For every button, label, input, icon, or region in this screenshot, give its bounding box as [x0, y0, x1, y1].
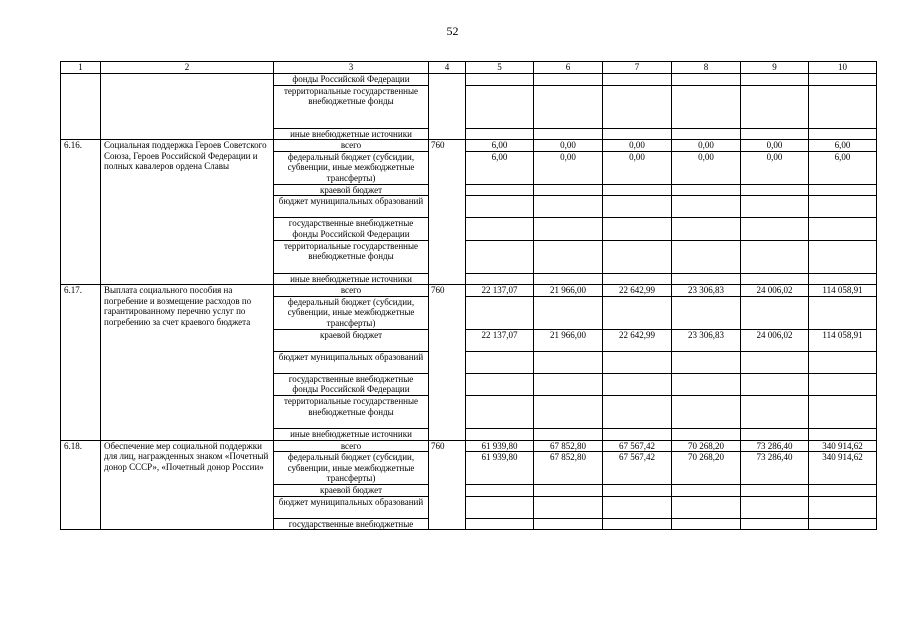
amount-cell: [672, 196, 741, 218]
funding-source: краевой бюджет: [274, 329, 429, 351]
amount-cell: [741, 351, 809, 373]
amount-cell: 21 966,00: [534, 329, 603, 351]
column-header: 6: [534, 62, 603, 74]
amount-cell: [741, 184, 809, 196]
amount-cell: [534, 518, 603, 530]
amount-cell: 6,00: [466, 140, 534, 152]
amount-cell: [672, 485, 741, 497]
amount-cell: [809, 428, 877, 440]
amount-cell: [672, 128, 741, 140]
amount-cell: [672, 395, 741, 428]
amount-cell: [741, 74, 809, 86]
amount-cell: [741, 85, 809, 128]
budget-code: 760: [429, 440, 466, 530]
amount-cell: [534, 395, 603, 428]
amount-cell: [809, 74, 877, 86]
amount-cell: [672, 351, 741, 373]
amount-cell: 67 567,42: [603, 452, 672, 485]
amount-cell: [466, 373, 534, 395]
funding-table: [60, 61, 877, 530]
table-body: [61, 62, 877, 530]
amount-cell: 0,00: [672, 140, 741, 152]
amount-cell: [603, 196, 672, 218]
amount-cell: [672, 518, 741, 530]
item-name: [101, 74, 274, 140]
amount-cell: [741, 485, 809, 497]
amount-cell: [603, 74, 672, 86]
amount-cell: [466, 240, 534, 273]
amount-cell: [466, 351, 534, 373]
column-header: 5: [466, 62, 534, 74]
amount-cell: [603, 296, 672, 329]
amount-cell: [603, 273, 672, 285]
amount-cell: [466, 485, 534, 497]
amount-cell: [466, 184, 534, 196]
amount-cell: [466, 128, 534, 140]
funding-source: бюджет муниципальных образований: [274, 351, 429, 373]
amount-cell: 73 286,40: [741, 440, 809, 452]
amount-cell: [672, 428, 741, 440]
column-header: 1: [61, 62, 101, 74]
amount-cell: [466, 395, 534, 428]
amount-cell: [603, 218, 672, 240]
amount-cell: 24 006,02: [741, 285, 809, 297]
funding-source: государственные внебюджетные: [274, 518, 429, 530]
amount-cell: 22 137,07: [466, 329, 534, 351]
amount-cell: [534, 184, 603, 196]
budget-code: [429, 74, 466, 140]
funding-source: территориальные государственные внебюджетные фонды: [274, 85, 429, 128]
amount-cell: [603, 128, 672, 140]
amount-cell: 21 966,00: [534, 285, 603, 297]
amount-cell: [809, 395, 877, 428]
amount-cell: 340 914,62: [809, 452, 877, 485]
amount-cell: [534, 273, 603, 285]
amount-cell: 22 642,99: [603, 285, 672, 297]
amount-cell: 23 306,83: [672, 329, 741, 351]
amount-cell: [741, 196, 809, 218]
column-header: 4: [429, 62, 466, 74]
amount-cell: [534, 496, 603, 518]
amount-cell: [466, 85, 534, 128]
column-header: 3: [274, 62, 429, 74]
amount-cell: 22 642,99: [603, 329, 672, 351]
funding-source: иные внебюджетные источники: [274, 273, 429, 285]
amount-cell: [534, 74, 603, 86]
amount-cell: [672, 85, 741, 128]
amount-cell: [603, 496, 672, 518]
amount-cell: 70 268,20: [672, 440, 741, 452]
amount-cell: 0,00: [534, 140, 603, 152]
amount-cell: 61 939,80: [466, 440, 534, 452]
amount-cell: 24 006,02: [741, 329, 809, 351]
amount-cell: [672, 184, 741, 196]
amount-cell: 114 058,91: [809, 285, 877, 297]
amount-cell: [466, 296, 534, 329]
amount-cell: 0,00: [672, 151, 741, 184]
amount-cell: [741, 395, 809, 428]
amount-cell: 61 939,80: [466, 452, 534, 485]
amount-cell: [534, 428, 603, 440]
amount-cell: [809, 351, 877, 373]
table-row: [61, 140, 877, 152]
amount-cell: [466, 74, 534, 86]
funding-source: бюджет муниципальных образований: [274, 496, 429, 518]
amount-cell: [741, 240, 809, 273]
amount-cell: 67 567,42: [603, 440, 672, 452]
item-name: Обеспечение мер социальной поддержки для лиц, награжденных знаком «Почетный донор СССР», «Почетный донор России»: [101, 440, 274, 530]
amount-cell: [534, 485, 603, 497]
budget-code: 760: [429, 285, 466, 440]
funding-source: всего: [274, 440, 429, 452]
amount-cell: [741, 218, 809, 240]
amount-cell: [741, 496, 809, 518]
amount-cell: [603, 240, 672, 273]
amount-cell: [603, 351, 672, 373]
amount-cell: 67 852,80: [534, 452, 603, 485]
amount-cell: [809, 196, 877, 218]
amount-cell: [672, 296, 741, 329]
amount-cell: 340 914,62: [809, 440, 877, 452]
amount-cell: [534, 128, 603, 140]
page-number: 52: [446, 24, 459, 38]
amount-cell: [603, 373, 672, 395]
funding-source: иные внебюджетные источники: [274, 128, 429, 140]
item-number: 6.17.: [61, 285, 101, 440]
amount-cell: [534, 240, 603, 273]
table-row: [61, 440, 877, 452]
amount-cell: [809, 85, 877, 128]
amount-cell: [603, 85, 672, 128]
amount-cell: [809, 373, 877, 395]
amount-cell: 0,00: [534, 151, 603, 184]
funding-source: федеральный бюджет (субсидии, субвенции, иные межбюджетные трансферты): [274, 452, 429, 485]
amount-cell: 6,00: [809, 151, 877, 184]
funding-source: федеральный бюджет (субсидии, субвенции, иные межбюджетные трансферты): [274, 296, 429, 329]
item-number: [61, 74, 101, 140]
amount-cell: [809, 240, 877, 273]
amount-cell: 0,00: [603, 151, 672, 184]
amount-cell: [466, 428, 534, 440]
amount-cell: [741, 428, 809, 440]
amount-cell: 73 286,40: [741, 452, 809, 485]
amount-cell: [741, 128, 809, 140]
funding-source: краевой бюджет: [274, 184, 429, 196]
item-number: 6.18.: [61, 440, 101, 530]
amount-cell: 0,00: [741, 151, 809, 184]
amount-cell: [809, 518, 877, 530]
funding-source: краевой бюджет: [274, 485, 429, 497]
item-name: Выплата социального пособия на погребение и возмещение расходов по гарантированному перечню услуг по погребению за счет краевого бюджета: [101, 285, 274, 440]
column-header: 8: [672, 62, 741, 74]
item-name: Социальная поддержка Героев Советского Союза, Героев Российской Федерации и полных кавалеров ордена Славы: [101, 140, 274, 285]
amount-cell: [466, 273, 534, 285]
amount-cell: [741, 273, 809, 285]
funding-source: иные внебюджетные источники: [274, 428, 429, 440]
amount-cell: [603, 485, 672, 497]
amount-cell: [534, 373, 603, 395]
amount-cell: [466, 518, 534, 530]
funding-source: федеральный бюджет (субсидии, субвенции, иные межбюджетные трансферты): [274, 151, 429, 184]
table-row: [61, 285, 877, 297]
amount-cell: [466, 196, 534, 218]
column-number-header-row: [61, 62, 877, 74]
amount-cell: 114 058,91: [809, 329, 877, 351]
column-header: 2: [101, 62, 274, 74]
amount-cell: [741, 518, 809, 530]
amount-cell: [672, 496, 741, 518]
amount-cell: [672, 273, 741, 285]
amount-cell: 67 852,80: [534, 440, 603, 452]
amount-cell: [809, 128, 877, 140]
amount-cell: [603, 395, 672, 428]
funding-source: фонды Российской Федерации: [274, 74, 429, 86]
amount-cell: 6,00: [466, 151, 534, 184]
amount-cell: [534, 296, 603, 329]
amount-cell: [672, 74, 741, 86]
amount-cell: [534, 85, 603, 128]
funding-source: территориальные государственные внебюджетные фонды: [274, 240, 429, 273]
column-header: 9: [741, 62, 809, 74]
table-row: [61, 74, 877, 86]
item-number: 6.16.: [61, 140, 101, 285]
budget-code: 760: [429, 140, 466, 285]
amount-cell: 22 137,07: [466, 285, 534, 297]
amount-cell: [809, 496, 877, 518]
amount-cell: [672, 373, 741, 395]
amount-cell: [603, 428, 672, 440]
funding-source: всего: [274, 285, 429, 297]
column-header: 7: [603, 62, 672, 74]
amount-cell: [809, 296, 877, 329]
funding-source: территориальные государственные внебюджетные фонды: [274, 395, 429, 428]
amount-cell: [603, 518, 672, 530]
amount-cell: [672, 218, 741, 240]
amount-cell: [466, 218, 534, 240]
amount-cell: 0,00: [741, 140, 809, 152]
amount-cell: [809, 273, 877, 285]
amount-cell: 70 268,20: [672, 452, 741, 485]
amount-cell: 0,00: [603, 140, 672, 152]
column-header: 10: [809, 62, 877, 74]
amount-cell: 6,00: [809, 140, 877, 152]
amount-cell: [534, 218, 603, 240]
amount-cell: [672, 240, 741, 273]
funding-source: всего: [274, 140, 429, 152]
funding-source: государственные внебюджетные фонды Российской Федерации: [274, 218, 429, 240]
amount-cell: [741, 373, 809, 395]
amount-cell: [603, 184, 672, 196]
amount-cell: 23 306,83: [672, 285, 741, 297]
amount-cell: [809, 485, 877, 497]
amount-cell: [534, 351, 603, 373]
amount-cell: [466, 496, 534, 518]
amount-cell: [809, 218, 877, 240]
amount-cell: [809, 184, 877, 196]
amount-cell: [534, 196, 603, 218]
funding-source: бюджет муниципальных образований: [274, 196, 429, 218]
funding-source: государственные внебюджетные фонды Российской Федерации: [274, 373, 429, 395]
amount-cell: [741, 296, 809, 329]
